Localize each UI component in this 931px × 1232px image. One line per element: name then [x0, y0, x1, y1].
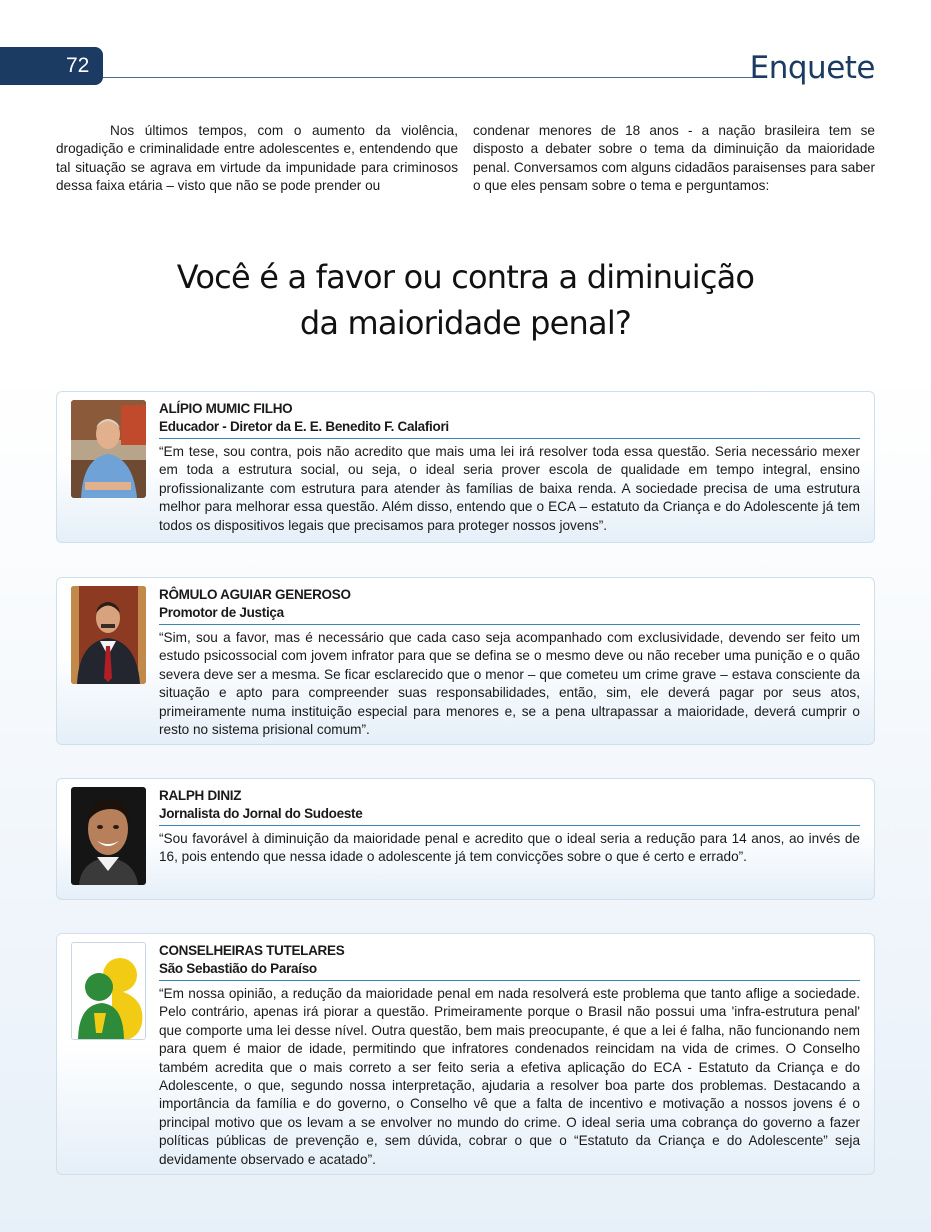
section-title: Enquete	[749, 50, 875, 86]
interview-quote: “Sim, sou a favor, mas é necessário que cada caso seja acompanhado com exclusividade, devendo ser feito um estudo psicossocial com jovem infrator para que se defina se o mesmo deve ou não receber uma punição e o quão severa deve ser a mesma. Se ficar esclarecido que o menor – que cometeu um crime grave – estava consciente da situação e apto para compreender suas responsabilidades, então, sim, ele deverá pagar por seus atos, primeiramente numa instituição especial para menores e, se a pena ultrapassar a maioridade, deverá cumprir o resto no sistema prisional comum”.	[159, 630, 860, 738]
interviewee-role: São Sebastião do Paraíso	[159, 960, 860, 981]
interviewee-role: Educador - Diretor da E. E. Benedito F. Calafiori	[159, 418, 860, 439]
interviewee-name: CONSELHEIRAS TUTELARES	[159, 943, 345, 958]
header-rule	[103, 77, 759, 78]
interviewee-name: RALPH DINIZ	[159, 788, 242, 803]
interview-quote: “Em nossa opinião, a redução da maioridade penal em nada resolverá este problema que tanto aflige a sociedade. Pelo contrário, apenas irá piorar a questão. Primeiramente porque o Brasil não possui uma 'infra-estrutura penal' que comporte uma lei desse nível. Outra questão, bem mais preocupante, é que a lei é falha, não funcionando nem para quem é maior de idade, permitindo que infratores condenados reincidam na vida de crimes. O Conselho também acredita que o mais correto a ser feito seria a efetiva aplicação do ECA - Estatuto da Criança e do Adolescente, o que, segundo nossa interpretação, ajudaria a resolver boa parte dos problemas. Destacando a importância da família e do governo, o Conselho vê que a falta de incentivo e motivação a nossos jovens é o principal motivo que os levam a se envolver no mundo do crime. O ideal seria uma cobrança do governo a fazer políticas públicas de prevenção e, sem dúvida, cobrar o que o “Estatuto da Criança e do Adolescente” seja devidamente observado e acatado”.	[159, 986, 860, 1167]
interviewee-name: RÔMULO AGUIAR GENEROSO	[159, 587, 351, 602]
question-line-2: da maioridade penal?	[299, 304, 632, 342]
portrait-photo-ralph	[71, 787, 146, 885]
page-number-tab	[0, 47, 103, 85]
interview-quote: “Sou favorável à diminuição da maioridade penal e acredito que o ideal seria a redução para 14 anos, ao invés de 16, pois entendo que nessa idade o adolescente já tem convicções sobre o que é certo e errado”.	[159, 831, 860, 865]
interview-quote: “Em tese, sou contra, pois não acredito que mais uma lei irá resolver toda essa questão. Seria necessário mexer em toda a estrutura social, ou seja, o ideal seria prover escola de qualidade em tempo integral, ensino profissionalizante com estrutura para atender às famílias de baixa renda. A sociedade precisa de uma estrutura melhor para melhorar essa questão. Além disso, entendo que o ECA – estatuto da Criança e do Adolescente já tem todos os dispositivos legais que precisamos para proteger nossos jovens”.	[159, 444, 860, 533]
page-number: 72	[66, 54, 90, 77]
interviewee-role: Promotor de Justiça	[159, 604, 860, 625]
portrait-photo-alipio	[71, 400, 146, 498]
intro-column-1: Nos últimos tempos, com o aumento da violência, drogadição e criminalidade entre adolescentes e, entendendo que tal situação se agrava em virtude da impunidade para criminosos dessa faixa etária – visto que não se pode prender ou	[56, 123, 458, 194]
intro-text	[56, 122, 875, 196]
interview-card-romulo	[56, 577, 875, 745]
logo-conselho-tutelar	[71, 942, 146, 1040]
intro-column-2: condenar menores de 18 anos - a nação brasileira tem se disposto a debater sobre o tema da diminuição da maioridade penal. Conversamos com alguns cidadãos paraisenses para saber o que eles pensam sobre o tema e perguntamos:	[473, 123, 875, 194]
interviewee-role: Jornalista do Jornal do Sudoeste	[159, 805, 860, 826]
survey-question	[0, 254, 931, 346]
portrait-photo-romulo	[71, 586, 146, 684]
interviewee-name: ALÍPIO MUMIC FILHO	[159, 401, 293, 416]
question-line-1: Você é a favor ou contra a diminuição	[176, 258, 755, 296]
interview-card-ralph	[56, 778, 875, 900]
interview-card-alipio	[56, 391, 875, 543]
interview-card-conselheiras	[56, 933, 875, 1175]
